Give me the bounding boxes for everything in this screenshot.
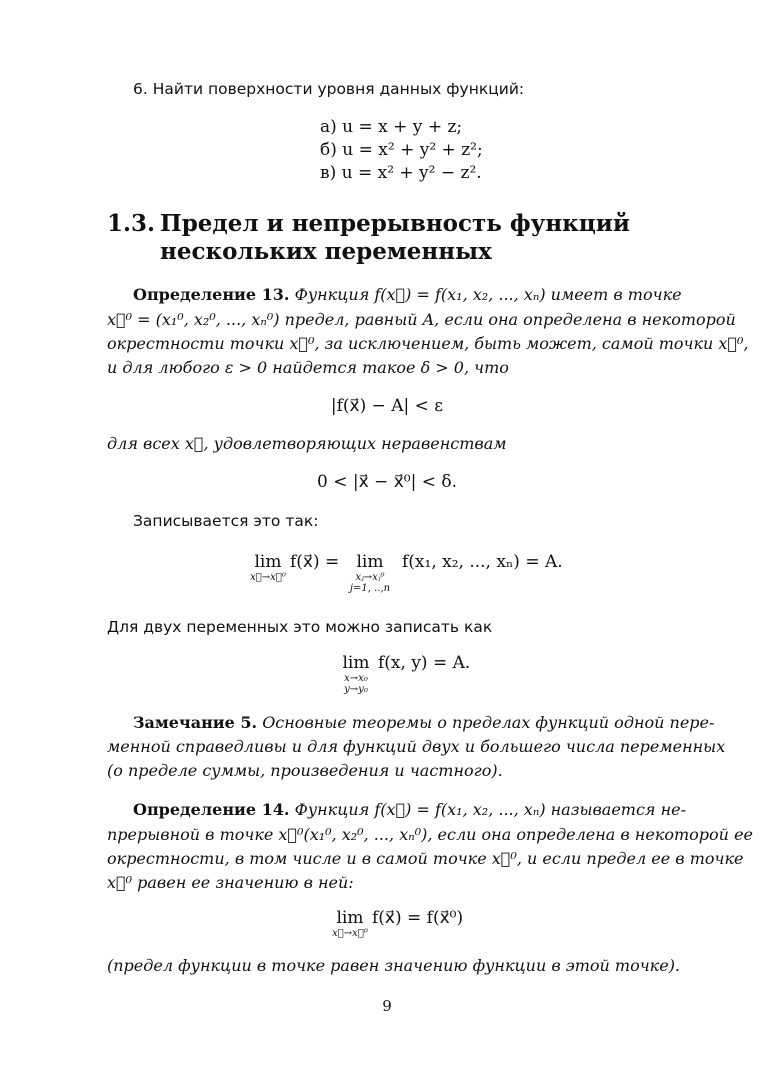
definition-13-line3: окрестности точки x⃗⁰, за исключением, быть может, самой точки x⃗⁰, <box>107 334 749 353</box>
lim-operator: lim <box>356 552 384 572</box>
lim-subscript-2: y→y₀ <box>344 684 368 695</box>
definition-14-label: Определение 14. <box>133 800 290 819</box>
remark-5-line1 <box>133 713 714 732</box>
definition-14-line1 <box>133 800 686 819</box>
lim-subscript: x⃗→x⃗⁰ <box>250 572 286 583</box>
definition-13-label: Определение 13. <box>133 285 290 304</box>
two-vars-text: Для двух переменных это можно записать как <box>107 618 493 636</box>
limit-lhs <box>248 552 288 583</box>
remark-5-line3: (о пределе суммы, произведения и частного). <box>107 761 503 780</box>
limit-two-vars <box>336 653 376 695</box>
definition-13-line2: x⃗⁰ = (x₁⁰, x₂⁰, ..., xₙ⁰) предел, равный A, если она определена в некоторой <box>107 310 736 329</box>
definition-14-line3: окрестности, в том числе и в самой точке x⃗⁰, и если предел ее в точке <box>107 849 744 868</box>
remark-5-text-1: Основные теоремы о пределах функций одной пере- <box>262 713 715 732</box>
limit-rhs-expr: f(x₁, x₂, ..., xₙ) = A. <box>402 552 563 572</box>
two-vars-expr: f(x, y) = A. <box>378 653 471 673</box>
definition-14-text-1: Функция f(x⃗) = f(x₁, x₂, ..., xₙ) называется не- <box>294 800 687 819</box>
remark-5-label: Замечание 5. <box>133 713 258 732</box>
lim-subscript-2: j=1, ..,n <box>349 583 391 594</box>
page-number: 9 <box>382 997 392 1015</box>
lim-subscript-1: xⱼ→xⱼ⁰ <box>355 572 385 583</box>
section-title-line2: нескольких переменных <box>160 238 492 265</box>
continuity-expr: f(x⃗) = f(x⃗⁰) <box>372 908 464 928</box>
formula-epsilon: |f(x⃗) − A| < ε <box>330 396 444 416</box>
exercise-item-b: б) u = x² + y² + z²; <box>320 140 483 160</box>
lim-operator: lim <box>342 653 370 673</box>
definition-14-after: (предел функции в точке равен значению функции в этой точке). <box>107 956 681 975</box>
limit-lhs-expr: f(x⃗) = <box>290 552 340 572</box>
limit-rhs <box>340 552 400 594</box>
written-text: Записывается это так: <box>133 512 319 530</box>
lim-operator: lim <box>254 552 282 572</box>
exercise-item-c: в) u = x² + y² − z². <box>320 163 482 183</box>
lim-operator: lim <box>336 908 364 928</box>
definition-13-after: для всех x⃗, удовлетворяющих неравенствам <box>107 434 507 453</box>
section-title-line1: Предел и непрерывность функций <box>160 210 630 237</box>
definition-13-text-1: Функция f(x⃗) = f(x₁, x₂, ..., xₙ) имеет в точке <box>294 285 682 304</box>
definition-13-line1 <box>133 285 682 304</box>
exercise-item-a: а) u = x + y + z; <box>320 117 463 137</box>
exercise-text: 6. Найти поверхности уровня данных функций: <box>133 80 525 98</box>
section-number: 1.3. <box>107 210 156 237</box>
definition-14-line2: прерывной в точке x⃗⁰(x₁⁰, x₂⁰, ..., xₙ⁰), если она определена в некоторой ее <box>107 825 754 844</box>
limit-continuity <box>330 908 370 939</box>
lim-subscript-1: x→x₀ <box>344 673 368 684</box>
remark-5-line2: менной справедливы и для функций двух и большего числа переменных <box>107 737 726 756</box>
lim-subscript: x⃗→x⃗⁰ <box>332 928 368 939</box>
definition-14-line4: x⃗⁰ равен ее значению в ней: <box>107 873 354 892</box>
formula-delta: 0 < |x⃗ − x⃗⁰| < δ. <box>316 472 457 492</box>
definition-13-line4: и для любого ε > 0 найдется такое δ > 0, что <box>107 358 509 377</box>
